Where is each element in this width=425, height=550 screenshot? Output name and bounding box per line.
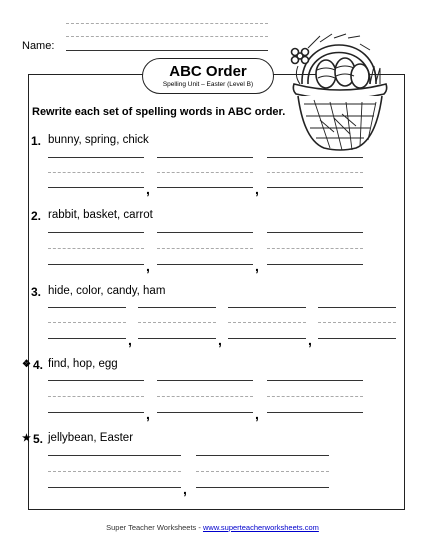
comma-separator: , [308,332,312,348]
comma-separator: , [255,406,259,422]
answer-line-top [48,380,144,381]
footer-separator: - [198,523,201,532]
name-field[interactable] [66,50,268,51]
comma-separator: , [146,406,150,422]
comma-separator: , [183,481,187,497]
answer-field[interactable] [267,412,363,413]
answer-line-top [48,307,126,308]
comma-separator: , [255,181,259,197]
answer-line-mid [48,248,144,249]
comma-separator: , [218,332,222,348]
comma-separator: , [146,181,150,197]
answer-line-top [267,232,363,233]
answer-line-top [48,232,144,233]
answer-field[interactable] [138,338,216,339]
page-subtitle: Spelling Unit – Easter (Level B) [162,81,254,88]
question-number: 1. [31,134,42,148]
comma-separator: , [255,258,259,274]
title-badge [142,58,274,94]
answer-field[interactable] [48,187,144,188]
answer-field[interactable] [48,264,144,265]
footer-brand: Super Teacher Worksheets [106,523,197,532]
question-number: 2. [31,209,42,223]
answer-field[interactable] [157,187,253,188]
page-title: ABC Order [169,63,247,80]
instructions-text: Rewrite each set of spelling words in ABC order. [32,106,286,118]
name-top-line [66,23,268,24]
question-words: rabbit, basket, carrot [48,209,153,221]
answer-line-mid [48,396,144,397]
answer-line-mid [228,322,306,323]
question-number: 4. [33,358,44,372]
answer-line-mid [138,322,216,323]
answer-line-top [196,455,329,456]
answer-line-mid [318,322,396,323]
footer-url-link[interactable]: www.superteacherworksheets.com [202,523,319,532]
answer-line-top [138,307,216,308]
answer-line-top [157,157,253,158]
answer-line-top [48,157,144,158]
answer-line-top [48,455,181,456]
question-words: bunny, spring, chick [48,134,149,146]
answer-line-top [318,307,396,308]
footer [0,523,425,532]
easter-basket-illustration [290,22,390,162]
question-number: 5. [33,432,44,446]
comma-separator: , [128,332,132,348]
answer-field[interactable] [157,412,253,413]
answer-line-mid [267,396,363,397]
answer-line-mid [267,172,363,173]
answer-line-mid [48,471,181,472]
answer-line-mid [157,248,253,249]
answer-field[interactable] [48,338,126,339]
diamond-bullet-icon: ❖ [22,359,31,370]
answer-field[interactable] [318,338,396,339]
answer-line-mid [157,396,253,397]
answer-line-mid [267,248,363,249]
answer-field[interactable] [196,487,329,488]
answer-line-top [157,232,253,233]
answer-line-mid [157,172,253,173]
answer-field[interactable] [267,264,363,265]
answer-line-top [267,380,363,381]
question-words: jellybean, Easter [48,432,134,444]
question-words: hide, color, candy, ham [48,285,166,297]
answer-line-mid [48,172,144,173]
answer-line-top [157,380,253,381]
answer-line-top [228,307,306,308]
answer-line-top [267,157,363,158]
name-label: Name: [22,40,55,52]
question-number: 3. [31,285,42,299]
answer-field[interactable] [267,187,363,188]
answer-field[interactable] [228,338,306,339]
answer-field[interactable] [48,412,144,413]
name-mid-dashed-line [66,36,268,37]
star-bullet-icon: ★ [22,433,31,444]
question-words: find, hop, egg [48,358,118,370]
answer-field[interactable] [157,264,253,265]
answer-field[interactable] [48,487,181,488]
answer-line-mid [196,471,329,472]
comma-separator: , [146,258,150,274]
answer-line-mid [48,322,126,323]
